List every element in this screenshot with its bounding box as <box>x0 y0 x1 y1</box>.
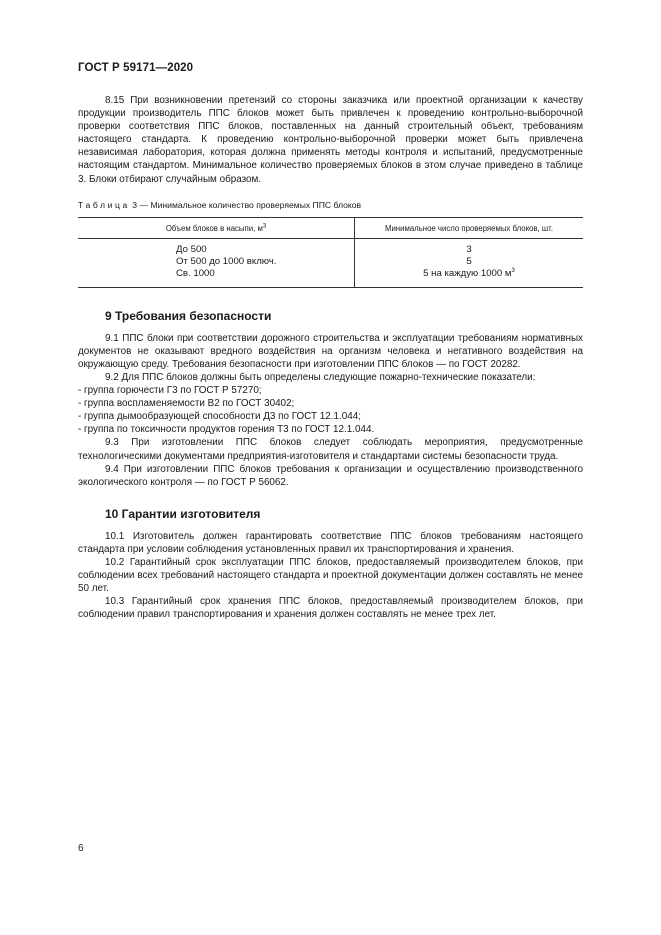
table-caption <box>78 200 583 210</box>
count-value-with-unit: 5 на каждую 1000 $м^3$ <box>423 267 515 279</box>
col-header-count: Минимальное число проверяемых блоков, шт. <box>355 217 584 238</box>
table-header-row <box>78 217 583 238</box>
count-cell <box>355 238 584 287</box>
volume-cell <box>78 238 355 287</box>
count-value: 3 <box>466 243 472 255</box>
count-value: 5 <box>466 255 472 267</box>
paragraph-9-1: 9.1 ППС блоки при соответствии дорожного строительства и эксплуатации требованиям нормативных документов не оказывают вредного воздействия на организм человека и негативного воздействия на окружающую среду. Требования безопасности при изготовлении ППС блоков — по ГОСТ 20282. <box>78 332 583 370</box>
table-caption-text: 3 — Минимальное количество проверяемых ППС блоков <box>129 199 362 210</box>
paragraph-9-4: 9.4 При изготовлении ППС блоков требования к организации и осуществлению производственного экологического контроля — по ГОСТ Р 56062. <box>78 463 583 488</box>
volume-value: Св. 1000 <box>176 267 215 279</box>
volume-value: До 500 <box>176 243 207 255</box>
paragraph-10-3: 10.3 Гарантийный срок хранения ППС блоков, предоставляемый производителем блоков, при соблюдении правил транспортирования и хранения должен составлять не менее трех лет. <box>78 596 583 621</box>
page-number: 6 <box>78 843 84 854</box>
paragraph-9-3: 9.3 При изготовлении ППС блоков следует соблюдать мероприятия, предусмотренные технологическими документами предприятия-изготовителя и стандартами системы безопасности труда. <box>78 437 583 462</box>
paragraph-10-1: 10.1 Изготовитель должен гарантировать соответствие ППС блоков требованиям настоящего стандарта при условии соблюдения установленных правил их транспортирования и хранения. <box>78 530 583 555</box>
paragraph-8-15: 8.15 При возникновении претензий со стороны заказчика или проектной организации к качеству продукции производитель ППС блоков может быть привлечен к проведению контрольно-выборочной проверки соответствия ППС блоков, поставленных на данный строительный объект, требованиям настоящего стандарта. К проведению контрольно-выборочной проверки может быть привлечена независимая лаборатория, которая должна применять методы контроля и испытаний, предусмотренные настоящим стандартом. Минимальное количество проверяемых блоков в этом случае приведено в таблице 3. Блоки отбирают случайным образом. <box>78 95 583 185</box>
table-3 <box>78 217 583 288</box>
section-9-title: 9 Требования безопасности <box>105 308 272 323</box>
table-row <box>78 238 583 287</box>
list-item: - группа дымообразующей способности Д3 по ГОСТ 12.1.044; <box>78 411 361 423</box>
volume-value: От 500 до 1000 включ. <box>176 255 277 267</box>
page-content <box>78 94 583 621</box>
document-code: ГОСТ Р 59171—2020 <box>78 62 194 74</box>
list-item: - группа горючести Г3 по ГОСТ Р 57270; <box>78 385 262 397</box>
paragraph-9-2: 9.2 Для ППС блоков должны быть определены следующие пожарно-технические показатели: <box>105 371 536 383</box>
list-item: - группа воспламеняемости В2 по ГОСТ 30402; <box>78 398 295 410</box>
table-caption-word: Таблица <box>78 199 130 210</box>
paragraph-10-2: 10.2 Гарантийный срок эксплуатации ППС блоков, предоставляемый производителем блоков, при соблюдении всех требований настоящего стандарта и проектной документации должен составлять не менее 50 лет. <box>78 556 583 595</box>
col-header-volume: Объем блоков в насыпи, $м^3$ <box>78 217 355 238</box>
section-10-title: 10 Гарантии изготовителя <box>105 506 261 521</box>
list-item: - группа по токсичности продуктов горения Т3 по ГОСТ 12.1.044. <box>78 424 375 436</box>
